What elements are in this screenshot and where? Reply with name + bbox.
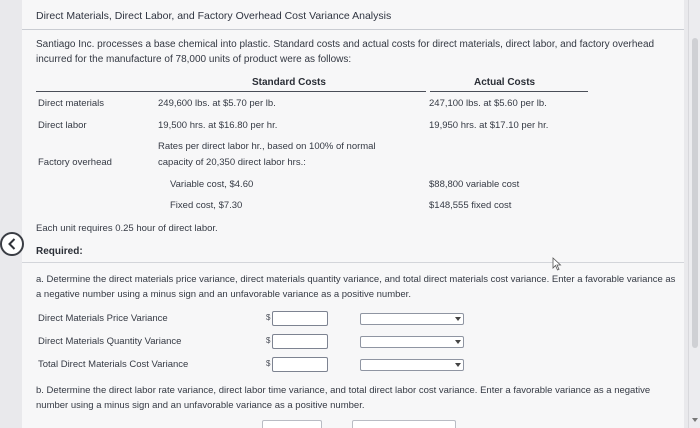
problem-panel [22,0,684,428]
standard-costs-header: Standard Costs [252,77,326,88]
total-dm-variance-select[interactable] [360,359,464,371]
actual-direct-labor: 19,950 hrs. at $17.10 per hr. [429,120,549,131]
row-label-direct-labor: Direct labor [38,120,87,131]
variable-cost-actual: $88,800 variable cost [429,179,520,190]
variable-cost-standard: Variable cost, $4.60 [170,179,254,190]
actual-header-rule [430,91,588,92]
chevron-down-icon [455,363,461,367]
row-label-factory-overhead: Factory overhead [38,157,112,168]
title-bar [22,0,684,30]
standard-direct-materials: 249,600 lbs. at $5.70 per lb. [158,98,276,109]
chevron-down-icon [455,340,461,344]
pointer-cursor-icon [552,257,562,271]
row-label-total-dm-variance: Total Direct Materials Cost Variance [38,359,189,370]
part-a-instructions: a. Determine the direct materials price variance, direct materials quantity variance, and total direct materials cost variance. Enter a favorable variance as a negative number using a minus sign and an unfavorable variance as a positive number. [36,274,676,300]
fixed-cost-standard: Fixed cost, $7.30 [170,200,243,211]
required-heading: Required: [36,246,83,257]
currency-symbol: $ [266,359,271,368]
overhead-rate-line2: capacity of 20,350 direct labor hrs.: [158,157,306,168]
page-title: Direct Materials, Direct Labor, and Factory Overhead Cost Variance Analysis [36,10,392,22]
currency-symbol: $ [266,313,271,322]
row-label-dm-quantity-variance: Direct Materials Quantity Variance [38,336,182,347]
back-button[interactable] [0,232,24,256]
chevron-down-icon [455,317,461,321]
currency-symbol: $ [266,336,271,345]
row-label-direct-materials: Direct materials [38,98,104,109]
vertical-scrollbar[interactable] [688,0,700,428]
dm-price-variance-select[interactable] [360,313,464,325]
problem-intro: Santiago Inc. processes a base chemical into plastic. Standard costs and actual costs for direct materials, direct labor, and factory overhead incurred for the manufacture of 78,000 units of product were as follows: [36,39,655,65]
dl-rate-variance-select[interactable] [352,420,456,428]
dm-quantity-variance-select[interactable] [360,336,464,348]
standard-direct-labor: 19,500 hrs. at $16.80 per hr. [158,120,278,131]
standard-header-rule [36,91,426,92]
total-dm-variance-input[interactable] [272,357,328,372]
actual-costs-header: Actual Costs [474,77,536,88]
labor-hour-note: Each unit requires 0.25 hour of direct labor. [36,223,218,234]
required-divider [22,262,684,263]
scroll-down-icon[interactable] [692,418,698,422]
row-label-dm-price-variance: Direct Materials Price Variance [38,313,168,324]
dm-price-variance-input[interactable] [272,311,328,326]
dm-quantity-variance-input[interactable] [272,334,328,349]
overhead-rate-line1: Rates per direct labor hr., based on 100% of normal [158,141,376,152]
fixed-cost-actual: $148,555 fixed cost [429,200,512,211]
scrollbar-thumb[interactable] [692,38,698,348]
part-b-instructions: b. Determine the direct labor rate variance, direct labor time variance, and total direct labor cost variance. Enter a favorable variance as a negative number using a minus sign and an unfavorable variance as a positive number. [36,385,651,411]
actual-direct-materials: 247,100 lbs. at $5.60 per lb. [429,98,547,109]
dl-rate-variance-input[interactable] [262,420,322,428]
chevron-left-icon [7,238,17,250]
